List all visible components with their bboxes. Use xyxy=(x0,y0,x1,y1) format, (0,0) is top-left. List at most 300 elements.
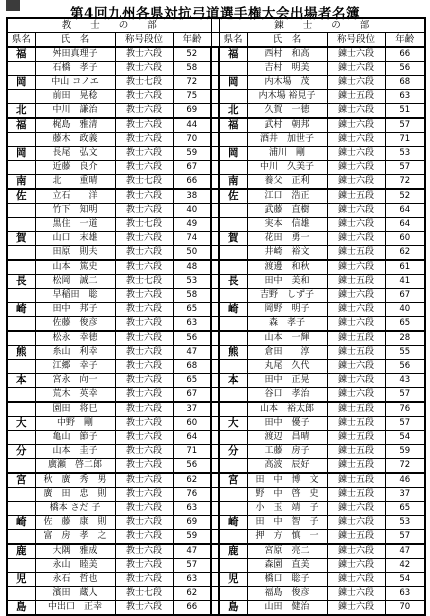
pref-cell: 大 xyxy=(7,417,35,431)
entrant-rank: 教士六段 xyxy=(115,161,173,175)
entrant-rank: 錬士五段 xyxy=(327,473,385,488)
entrant-rank: 錬士六段 xyxy=(327,374,385,388)
entrant-rank: 錬士五段 xyxy=(327,431,385,445)
entrant-rank: 錬士六段 xyxy=(327,76,385,90)
column-separator xyxy=(211,175,219,190)
column-separator xyxy=(211,374,219,388)
entrant-rank: 教士六段 xyxy=(115,260,173,275)
entrant-name: 森 孝子 xyxy=(247,317,327,332)
entrant-age: 55 xyxy=(385,346,425,360)
entrant-age: 70 xyxy=(385,601,425,616)
entrant-age: 48 xyxy=(173,260,211,275)
entrant-age: 51 xyxy=(385,104,425,119)
entrant-age: 53 xyxy=(385,147,425,161)
entrant-name: 佐藤 俊彦 xyxy=(35,317,115,332)
entrant-rank: 錬士六段 xyxy=(327,573,385,587)
entrant-name: 廣 田 忠 則 xyxy=(35,488,115,502)
table-row xyxy=(7,417,425,431)
entrant-age: 64 xyxy=(173,431,211,445)
pref-cell xyxy=(7,488,35,502)
entrant-name: 中川 謙治 xyxy=(35,104,115,119)
entrant-name: 橋口 聡子 xyxy=(247,573,327,587)
entrant-rank: 教士七段 xyxy=(115,76,173,90)
entrant-age: 71 xyxy=(173,445,211,459)
entrant-name: 吉村 明美 xyxy=(247,62,327,76)
entrant-name: 田 中 博 文 xyxy=(247,473,327,488)
pref-cell xyxy=(219,260,247,275)
entrant-rank: 教士六段 xyxy=(115,147,173,161)
entrant-rank: 錬士六段 xyxy=(327,161,385,175)
pref-cell: 本 xyxy=(219,374,247,388)
table-row xyxy=(7,246,425,261)
entrant-age: 56 xyxy=(385,62,425,76)
entrant-rank: 錬士六段 xyxy=(327,360,385,374)
entrant-age: 57 xyxy=(385,530,425,545)
entrant-age: 41 xyxy=(385,275,425,289)
entrant-rank: 教士六段 xyxy=(115,559,173,573)
column-separator xyxy=(211,90,219,104)
entrant-age: 71 xyxy=(385,133,425,147)
entrant-name: 秋 廣 秀 男 xyxy=(35,473,115,488)
entrant-rank: 教士六段 xyxy=(115,431,173,445)
entrant-rank: 錬士六段 xyxy=(327,601,385,616)
entrant-rank: 錬士五段 xyxy=(327,530,385,545)
entrant-name: 実本 信雄 xyxy=(247,218,327,232)
pref-cell xyxy=(7,161,35,175)
pref-cell xyxy=(7,402,35,417)
entrant-name: 丸尾 久代 xyxy=(247,360,327,374)
entrant-name: 永石 哲也 xyxy=(35,573,115,587)
entrant-name: 中野 剛 xyxy=(35,417,115,431)
table-row xyxy=(7,275,425,289)
entrant-age: 56 xyxy=(173,459,211,474)
column-separator xyxy=(211,133,219,147)
entrant-age: 72 xyxy=(385,459,425,474)
entrant-name: 富 房 孝 之 xyxy=(35,530,115,545)
entrant-rank: 教士六段 xyxy=(115,402,173,417)
entrant-name: 山本 一輝 xyxy=(247,331,327,346)
pref-cell xyxy=(219,559,247,573)
entrant-age: 63 xyxy=(173,317,211,332)
entrant-age: 44 xyxy=(173,118,211,133)
entrant-rank: 錬士五段 xyxy=(327,459,385,474)
entrant-name: 石橋 孝子 xyxy=(35,62,115,76)
entrant-name: 橋本 さだ 子 xyxy=(35,502,115,516)
entrant-age: 67 xyxy=(173,161,211,175)
column-separator xyxy=(211,47,219,62)
pref-cell: 北 xyxy=(219,104,247,119)
entrant-name: 浦川 剛 xyxy=(247,147,327,161)
pref-cell xyxy=(7,204,35,218)
table-row xyxy=(7,601,425,616)
entrant-rank: 教士六段 xyxy=(115,232,173,246)
pref-cell: 崎 xyxy=(7,303,35,317)
column-separator xyxy=(211,260,219,275)
entrant-name: 山本 裕太郎 xyxy=(247,402,327,417)
header-rank: 称号段位 xyxy=(115,33,173,48)
entrant-rank: 教士六段 xyxy=(115,544,173,559)
column-separator xyxy=(211,118,219,133)
entrant-rank: 錬士六段 xyxy=(327,232,385,246)
pref-cell xyxy=(219,530,247,545)
entrant-rank: 教士七段 xyxy=(115,218,173,232)
pref-cell: 崎 xyxy=(219,516,247,530)
table-row xyxy=(7,502,425,516)
table-row xyxy=(7,360,425,374)
entrant-rank: 教士六段 xyxy=(115,331,173,346)
entrant-name: 山本 篤史 xyxy=(35,260,115,275)
column-separator xyxy=(211,601,219,616)
entrant-name: 田 中 智 子 xyxy=(247,516,327,530)
entrant-age: 76 xyxy=(173,488,211,502)
pref-cell xyxy=(7,317,35,332)
entrant-name: 松岡 誠二 xyxy=(35,275,115,289)
entrant-rank: 錬士六段 xyxy=(327,317,385,332)
table-row xyxy=(7,204,425,218)
entrant-rank: 教士六段 xyxy=(115,388,173,403)
entrant-age: 62 xyxy=(173,473,211,488)
entrant-rank: 錬士六段 xyxy=(327,204,385,218)
entrant-name: 内木場 裕見子 xyxy=(247,90,327,104)
section-renshi: 錬 士 の 部 xyxy=(219,18,425,33)
header-pref: 県名 xyxy=(219,33,247,48)
table-row xyxy=(7,516,425,530)
entrant-name: 養父 正利 xyxy=(247,175,327,190)
entrant-rank: 錬士五段 xyxy=(327,346,385,360)
table-row xyxy=(7,374,425,388)
entrant-age: 47 xyxy=(173,346,211,360)
entrant-age: 65 xyxy=(385,317,425,332)
pref-cell: 岡 xyxy=(219,76,247,90)
entrant-name: 渡辺 昌晴 xyxy=(247,431,327,445)
entrant-name: 押 方 慎 一 xyxy=(247,530,327,545)
entrant-rank: 錬士六段 xyxy=(327,502,385,516)
entrant-name: 倉田 淳 xyxy=(247,346,327,360)
pref-cell xyxy=(7,62,35,76)
entrant-name: 酒井 加世子 xyxy=(247,133,327,147)
table-row xyxy=(7,161,425,175)
entrant-name: 大隅 雅成 xyxy=(35,544,115,559)
column-separator xyxy=(211,331,219,346)
entrant-name: 谷口 孝治 xyxy=(247,388,327,403)
entrant-age: 63 xyxy=(173,502,211,516)
entrant-rank: 錬士五段 xyxy=(327,402,385,417)
pref-cell: 福 xyxy=(7,47,35,62)
entrant-rank: 錬士五段 xyxy=(327,417,385,431)
entrant-name: 早稲田 聡 xyxy=(35,289,115,303)
pref-cell: 賀 xyxy=(219,232,247,246)
entrant-age: 70 xyxy=(173,133,211,147)
pref-cell xyxy=(219,587,247,601)
entrant-age: 63 xyxy=(385,587,425,601)
column-separator xyxy=(211,232,219,246)
entrant-name: 武村 朝邦 xyxy=(247,118,327,133)
entrant-age: 60 xyxy=(385,232,425,246)
column-separator xyxy=(211,559,219,573)
entrant-age: 59 xyxy=(173,530,211,545)
entrant-rank: 錬士六段 xyxy=(327,303,385,317)
pref-cell xyxy=(7,218,35,232)
entrant-rank: 錬士六段 xyxy=(327,47,385,62)
column-separator xyxy=(211,388,219,403)
entrant-age: 68 xyxy=(173,360,211,374)
pref-cell xyxy=(7,90,35,104)
pref-cell: 長 xyxy=(7,275,35,289)
pref-cell: 崎 xyxy=(219,303,247,317)
table-row xyxy=(7,473,425,488)
pref-cell xyxy=(7,133,35,147)
pref-cell xyxy=(7,530,35,545)
entrant-name: 永山 睦美 xyxy=(35,559,115,573)
column-separator xyxy=(211,431,219,445)
pref-cell: 島 xyxy=(7,601,35,616)
pref-cell: 宮 xyxy=(7,473,35,488)
header-pref: 県名 xyxy=(7,33,35,48)
entrant-rank: 教士六段 xyxy=(115,459,173,474)
table-row xyxy=(7,47,425,62)
entrant-age: 69 xyxy=(173,104,211,119)
pref-cell: 南 xyxy=(219,175,247,190)
table-row xyxy=(7,459,425,474)
entrant-name: 山本 圭子 xyxy=(35,445,115,459)
entrant-age: 65 xyxy=(173,303,211,317)
entrant-age: 50 xyxy=(173,246,211,261)
entrant-age: 38 xyxy=(173,189,211,204)
table-row xyxy=(7,62,425,76)
table-row xyxy=(7,445,425,459)
entrant-rank: 錬士五段 xyxy=(327,275,385,289)
entrant-rank: 教士六段 xyxy=(115,133,173,147)
entrant-rank: 教士六段 xyxy=(115,289,173,303)
entrant-age: 68 xyxy=(385,76,425,90)
entrant-age: 49 xyxy=(173,218,211,232)
pref-cell xyxy=(7,559,35,573)
pref-cell: 鹿 xyxy=(219,544,247,559)
entrant-rank: 教士六段 xyxy=(115,104,173,119)
pref-cell xyxy=(219,90,247,104)
entrant-name: 亀山 節子 xyxy=(35,431,115,445)
pref-cell: 佐 xyxy=(7,189,35,204)
entrant-rank: 教士六段 xyxy=(115,246,173,261)
entrant-rank: 錬士五段 xyxy=(327,331,385,346)
entrant-name: 内木場 茂 xyxy=(247,76,327,90)
entrant-name: 梶島 雅清 xyxy=(35,118,115,133)
table-row xyxy=(7,189,425,204)
section-kyoshi: 教 士 の 部 xyxy=(7,18,211,33)
header-name: 氏 名 xyxy=(35,33,115,48)
entrant-name: 松永 幸徳 xyxy=(35,331,115,346)
entrant-rank: 錬士六段 xyxy=(327,147,385,161)
entrant-age: 37 xyxy=(173,402,211,417)
entrant-age: 56 xyxy=(173,331,211,346)
pref-cell xyxy=(219,360,247,374)
entrant-rank: 錬士五段 xyxy=(327,246,385,261)
pref-cell xyxy=(219,459,247,474)
column-separator xyxy=(211,445,219,459)
entrant-name: 中出口 正幸 xyxy=(35,601,115,616)
entrant-age: 47 xyxy=(173,544,211,559)
entrant-rank: 錬士六段 xyxy=(327,289,385,303)
table-row xyxy=(7,90,425,104)
entrant-name: 中山 コノエ xyxy=(35,76,115,90)
entrant-rank: 教士六段 xyxy=(115,317,173,332)
pref-cell: 鹿 xyxy=(7,544,35,559)
entrant-name: 福島 俊彦 xyxy=(247,587,327,601)
column-separator xyxy=(211,204,219,218)
table-row xyxy=(7,573,425,587)
entrant-rank: 教士六段 xyxy=(115,374,173,388)
column-separator xyxy=(211,530,219,545)
pref-cell: 熊 xyxy=(219,346,247,360)
pref-cell: 南 xyxy=(7,175,35,190)
pref-cell xyxy=(7,246,35,261)
table-row xyxy=(7,388,425,403)
entrant-age: 47 xyxy=(385,544,425,559)
column-separator xyxy=(211,317,219,332)
entrant-rank: 錬士六段 xyxy=(327,544,385,559)
entrant-age: 66 xyxy=(385,47,425,62)
entrant-name: 井崎 裕文 xyxy=(247,246,327,261)
entrant-age: 61 xyxy=(385,260,425,275)
column-separator xyxy=(211,417,219,431)
entrant-age: 69 xyxy=(173,516,211,530)
entrant-rank: 教士六段 xyxy=(115,360,173,374)
entrant-age: 52 xyxy=(173,47,211,62)
pref-cell xyxy=(219,331,247,346)
entrant-age: 53 xyxy=(173,275,211,289)
entrant-name: 宮永 向一 xyxy=(35,374,115,388)
entrant-rank: 教士六段 xyxy=(115,516,173,530)
pref-cell xyxy=(219,431,247,445)
table-row xyxy=(7,331,425,346)
column-separator xyxy=(211,502,219,516)
entrant-rank: 教士六段 xyxy=(115,530,173,545)
entrant-age: 54 xyxy=(385,573,425,587)
entrant-name: 佐 藤 康 則 xyxy=(35,516,115,530)
pref-cell: 岡 xyxy=(7,147,35,161)
entrant-age: 67 xyxy=(173,388,211,403)
table-row xyxy=(7,317,425,332)
pref-cell xyxy=(7,502,35,516)
pref-cell: 長 xyxy=(219,275,247,289)
table-row xyxy=(7,289,425,303)
column-separator xyxy=(211,402,219,417)
entrant-age: 63 xyxy=(173,573,211,587)
entrant-age: 57 xyxy=(385,118,425,133)
entrant-age: 66 xyxy=(173,601,211,616)
column-separator xyxy=(211,33,219,48)
entrant-age: 57 xyxy=(385,417,425,431)
column-separator xyxy=(211,459,219,474)
column-separator xyxy=(211,587,219,601)
entrant-name: 田中 美和 xyxy=(247,275,327,289)
entrant-age: 67 xyxy=(385,289,425,303)
header-rank: 称号段位 xyxy=(327,33,385,48)
pref-cell xyxy=(7,587,35,601)
pref-cell: 分 xyxy=(219,445,247,459)
entrant-age: 40 xyxy=(173,204,211,218)
pref-cell xyxy=(219,161,247,175)
pref-cell: 大 xyxy=(219,417,247,431)
column-separator xyxy=(211,218,219,232)
header-age: 年齢 xyxy=(385,33,425,48)
entrant-age: 65 xyxy=(385,502,425,516)
header-age: 年齢 xyxy=(173,33,211,48)
pref-cell xyxy=(7,331,35,346)
entrant-name: 江口 浩正 xyxy=(247,189,327,204)
entrant-name: 田中 邦子 xyxy=(35,303,115,317)
entrant-age: 52 xyxy=(385,189,425,204)
entrant-rank: 教士六段 xyxy=(115,573,173,587)
pref-cell xyxy=(219,204,247,218)
entrant-age: 56 xyxy=(385,360,425,374)
entrant-name: 近藤 良介 xyxy=(35,161,115,175)
entrant-rank: 教士六段 xyxy=(115,346,173,360)
entrant-name: 黒住 一道 xyxy=(35,218,115,232)
entrant-name: 野 中 啓 史 xyxy=(247,488,327,502)
pref-cell: 分 xyxy=(7,445,35,459)
column-separator xyxy=(211,18,219,33)
column-separator xyxy=(211,104,219,119)
pref-cell: 岡 xyxy=(219,147,247,161)
entrant-name: 舛田真理子 xyxy=(35,47,115,62)
pref-cell: 賀 xyxy=(7,232,35,246)
entrant-rank: 教士六段 xyxy=(115,445,173,459)
entrant-name: 工藤 房子 xyxy=(247,445,327,459)
entrant-age: 72 xyxy=(385,175,425,190)
entrant-rank: 錬士六段 xyxy=(327,104,385,119)
page-title: 第4回九州各県対抗弓道選手権大会出場者名簿 xyxy=(70,6,360,22)
column-separator xyxy=(211,147,219,161)
entrant-name: 田中 正晃 xyxy=(247,374,327,388)
entrant-name: 園田 将巳 xyxy=(35,402,115,417)
entrant-rank: 錬士六段 xyxy=(327,559,385,573)
entrant-name: 森園 直美 xyxy=(247,559,327,573)
column-separator xyxy=(211,346,219,360)
entrant-name: 濱田 蔵人 xyxy=(35,587,115,601)
entrant-name: 西村 和高 xyxy=(247,47,327,62)
column-separator xyxy=(211,62,219,76)
entrant-rank: 教士六段 xyxy=(115,189,173,204)
entrant-name: 岡野 明子 xyxy=(247,303,327,317)
entrant-name: 北 重晴 xyxy=(35,175,115,190)
pref-cell: 北 xyxy=(7,104,35,119)
pref-cell xyxy=(7,431,35,445)
entrant-age: 58 xyxy=(173,289,211,303)
entrant-rank: 教士六段 xyxy=(115,488,173,502)
entrant-rank: 教士六段 xyxy=(115,47,173,62)
table-row xyxy=(7,118,425,133)
entrant-name: 前田 晃稔 xyxy=(35,90,115,104)
roster-body xyxy=(7,47,425,615)
column-separator xyxy=(211,275,219,289)
entrant-rank: 教士六段 xyxy=(115,502,173,516)
pref-cell: 福 xyxy=(219,47,247,62)
table-row xyxy=(7,303,425,317)
entrant-age: 64 xyxy=(385,204,425,218)
pref-cell xyxy=(219,62,247,76)
entrant-rank: 錬士六段 xyxy=(327,175,385,190)
entrant-rank: 教士六段 xyxy=(115,62,173,76)
section-header-row xyxy=(7,18,425,33)
pref-cell: 佐 xyxy=(219,189,247,204)
table-row xyxy=(7,147,425,161)
table-row xyxy=(7,431,425,445)
entrant-name: 高波 辰好 xyxy=(247,459,327,474)
entrant-age: 65 xyxy=(173,374,211,388)
pref-cell xyxy=(7,360,35,374)
column-separator xyxy=(211,246,219,261)
